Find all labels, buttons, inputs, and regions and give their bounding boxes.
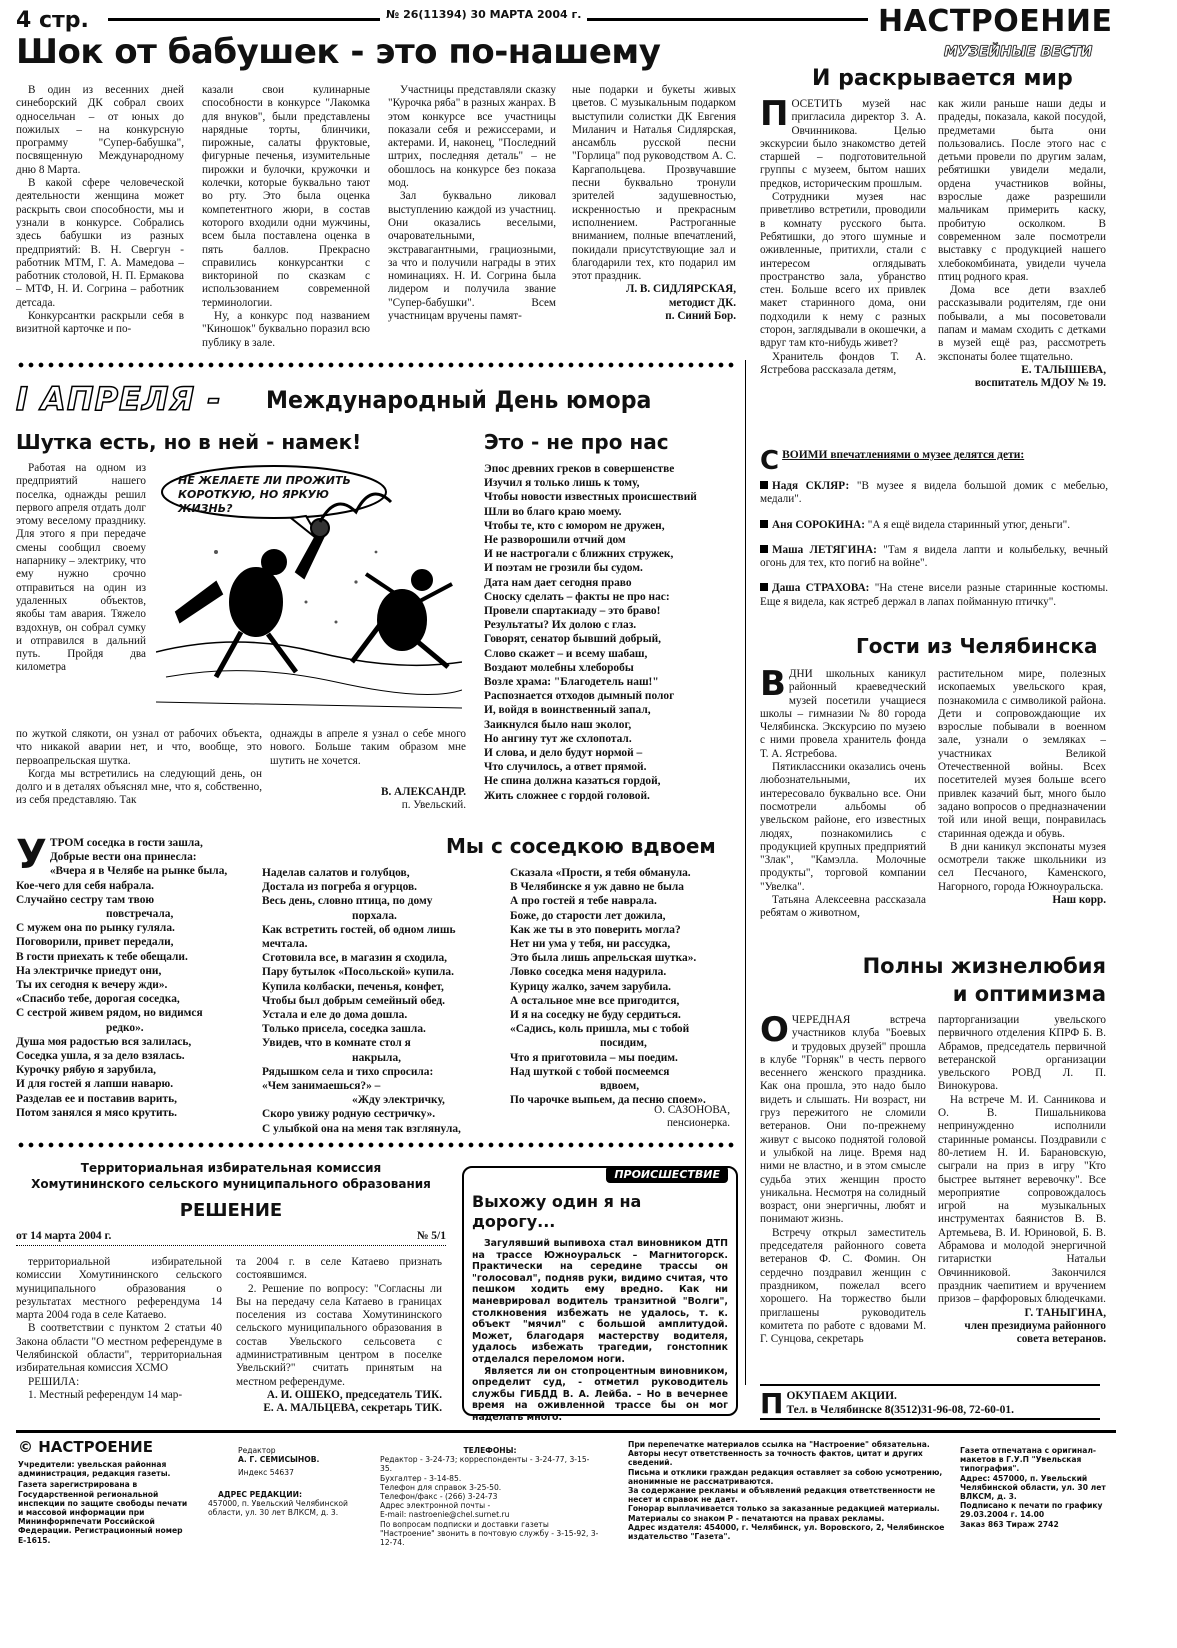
article-title	[862, 952, 1106, 1008]
article-column	[938, 98, 1106, 391]
speech-bubble-text: НЕ ЖЕЛАЕТЕ ЛИ ПРОЖИТЬ КОРОТКУЮ, НО ЯРКУЮ ЖИЗНЬ?	[178, 474, 351, 515]
article-title: Мы с соседкою вдвоем	[446, 834, 716, 858]
poem-line: Соседка ушла, я за дело взялась.	[16, 1050, 185, 1063]
poem-line: Чтобы те, кто с юмором не дружен,	[484, 519, 665, 532]
note-line: При перепечатке материалов ссылка на "Настроение" обязательна.	[628, 1440, 930, 1449]
paragraph: Конкурсантки раскрыли себя в визитной карточке и по-	[16, 310, 184, 336]
note-line: Материалы со знаком Р - печатаются на правах рекламы.	[628, 1513, 885, 1523]
poem-line: Изучил я только лишь к тому,	[484, 477, 640, 490]
author-role: член президиума районного совета ветеранов.	[964, 1319, 1106, 1346]
drop-cap: С	[760, 446, 780, 476]
decision-date: от 14 марта 2004 г.	[16, 1230, 115, 1242]
article-column	[760, 1010, 926, 1346]
poem-line: Разделав ее и поставив варить,	[16, 1092, 177, 1105]
print-line: Адрес: 457000, п. Увельский Челябинской области, ул. 30 лет ВЛКСМ, д. 3.	[960, 1473, 1106, 1502]
poem-line: «Чем занимаешься?» –	[262, 1080, 381, 1093]
editor-name: А. Г. СЕМИСЫНОВ.	[238, 1455, 320, 1465]
paragraph: ные подарки и букеты живых цветов. С музыкальным подарком выступили солистки ДК Евгения Миланич и Наталья Сидлярская, ансамбль русской песни "Горлица" под руководством А. С. Каргапольцева. Прозвучавшие песни буквально тронули зрителей задушевностью, искренностью и прекрасным исполнением. Растроганные вниманием, полные впечатлений, покидали присутствующие зал и благодарили тех, кто подарил им этот праздник.	[572, 84, 736, 283]
phone-line: Телефон для справок 3-25-50.	[380, 1482, 502, 1492]
paragraph: В соответствии с пунктом 2 статьи 40 Закона области "О местном референдуме в Челябинской области", территориальная избирательная комиссия ХСМО	[16, 1322, 222, 1375]
paragraph: как жили раньше наши деды и прадеды, показала, какой посудой, предметами быта они пользовались. После этого нас с детьми провели по другим залам, ребятишки увидели медали, ордена участников войны, взрослые даже разрешили мальчикам примерить каску, пробитую осколком. В современном зале посмотрели выставку с продукцией нашего хлебокомбината, увидели чучела птиц родного края.	[938, 98, 1106, 283]
poem-line: И я на соседку не буду сердиться.	[510, 1009, 681, 1022]
author-role: методист ДК.	[668, 296, 736, 309]
poem-line: Что случилось, а ответ прямой.	[484, 761, 647, 774]
ad-box	[760, 1384, 1100, 1420]
paragraph: по жуткой слякоти, он узнал от рабочих объекта, что никакой аварии нет, и что, вообще, это первоапрельская шутка.	[16, 728, 262, 767]
poem-line: Устала и еле до дома дошла.	[262, 1009, 408, 1022]
bullet-icon	[760, 583, 768, 591]
note-line: Адрес издателя: 454000, г. Челябинск, ул. Воровского, 2, Челябинское издательство "Газета".	[628, 1522, 945, 1542]
decision-dateline	[16, 1230, 446, 1246]
poem-line: посидим,	[600, 1037, 647, 1050]
incident-box	[462, 1166, 738, 1423]
poem-line: В Челябинске я уж давно не была	[510, 881, 684, 894]
drop-cap: В	[760, 664, 786, 704]
paragraph: та 2004 г. в селе Катаево признать состоявшимся.	[236, 1256, 442, 1282]
article-column	[270, 728, 466, 812]
poem-line: Сказала «Прости, я тебя обманула.	[510, 867, 691, 879]
phone-line: Адрес электронной почты -	[380, 1501, 491, 1511]
paragraph: 1. Местный референдум 14 мар-	[28, 1388, 183, 1401]
author-signature: Г. ТАНЫГИНА,	[1024, 1306, 1106, 1319]
poem-line: Но ангину тут же схлопотал.	[484, 732, 632, 745]
decision-number: № 5/1	[413, 1230, 446, 1242]
poem-column	[16, 832, 246, 1120]
article-column	[16, 1256, 222, 1402]
signature-block	[510, 1104, 730, 1131]
incident-rubric: ПРОИСШЕСТВИЕ	[606, 1166, 728, 1183]
article-column	[236, 1256, 442, 1416]
poem-line: Скоро увижу родную сестричку».	[262, 1108, 436, 1121]
poem-line: Над шуткой с тобой посмеемся	[510, 1065, 670, 1078]
poem-line: Это была лишь апрельская шутка».	[510, 952, 697, 965]
poem-line: «Вчера я в Челябе на рынке была,	[49, 865, 228, 878]
ad-phone: Тел. в Челябинске 8(3512)31-96-08, 72-60-01.	[786, 1404, 1015, 1416]
poem-line: Ты их сегодня к вечеру жди».	[16, 979, 168, 992]
masthead-rubric: МУЗЕЙНЫЕ ВЕСТИ	[944, 44, 1093, 60]
note-line: Письма и отклики граждан редакция оставляет за собою усмотрению, анонимные не рассматриваются.	[628, 1467, 943, 1486]
article-title: Шутка есть, но в ней - намек!	[16, 430, 362, 454]
poem-line: С сестрой живем рядом, но видимся	[16, 1007, 203, 1020]
author-signature: Е. ТАЛЫШЕВА,	[1021, 363, 1106, 376]
poem-line: Кое-чего для себя набрала.	[16, 879, 154, 892]
address-text: 457000, п. Увельский Челябинской области, ул. 30 лет ВЛКСМ, д. 3.	[208, 1498, 348, 1518]
poem-line: Слово скажет – и всему шабаш,	[484, 647, 648, 660]
drop-cap: П	[760, 94, 789, 134]
masthead-title: НАСТРОЕНИЕ	[878, 4, 1113, 39]
paragraph: растительном мире, полезных ископаемых увельского края, познакомила с символикой района. Дети и сопровождающие их взрослые побывали в военном зале, узнали о земляках – участниках Великой Отечественной войны. Всех посетителей музея больше всего привлек казачий быт, много было задано вопросов о предназначении той или иной вещи, понравилась старинная одежда и обувь.	[938, 668, 1106, 840]
paragraph: В один из весенних дней синеборский ДК собрал своих односельчан – от юных до пожилых – на конкурсную программу "Супер-бабушка", посвященную Международному дню 8 Марта.	[16, 84, 184, 176]
paragraph: однажды в апреле я узнал о себе много нового. Больше таким образом мне шутить не хочется.	[270, 728, 466, 767]
quote-item: Маша ЛЕТЯГИНА: "Там я видела лапти и колыбельку, вечный огонь для тех, кто погиб на войне".	[760, 543, 1109, 570]
paragraph: ЧЕРЕДНАЯ встреча участников клуба "Боевых и трудовых друзей" прошла в клубе "Горняк" в честь первого весеннего женского праздника. Как она прошла, это надо было видеть и слышать. Ни возраст, ни груз пережитого не сломили ветеранов. Они по-прежнему живут с высоко поднятой головой и улыбкой на лице. Время над ними не властно, и в этом смысле судьба этих женщин просто уникальна. Несмотря на солидный возраст, они энергичны, любят и понимают жизнь.	[760, 1014, 926, 1226]
poem-line: Достала из погреба я огурцов.	[262, 881, 417, 894]
poem-line: Дата нам дает сегодня право	[484, 576, 632, 589]
phone-line: Телефон/факс - (266) 3-24-73	[380, 1492, 498, 1502]
poem-line: Как встретить гостей, об одном лишь	[262, 923, 456, 936]
incident-title: Выхожу один я на дорогу...	[472, 1192, 642, 1231]
poem-line: Потом занялся я мясо крутить.	[16, 1106, 177, 1119]
author-role: воспитатель МДОУ № 19.	[974, 377, 1106, 390]
bullet-icon	[760, 545, 768, 553]
poem-line: «Спасибо тебе, дорогая соседка,	[16, 993, 180, 1006]
subscription-index: Индекс 54637	[238, 1468, 294, 1478]
phone-line: По вопросам подписки и доставки газеты "Настроение" звонить в почтовую службу - 3-15-92, 3-12-74.	[380, 1519, 599, 1548]
poem-line: ТРОМ соседка в гости зашла,	[49, 837, 203, 849]
author-signature: Наш корр.	[1052, 894, 1106, 907]
poem-line: порхала.	[352, 909, 397, 922]
author-signature: Е. А. МАЛЬЦЕВА, секретарь ТИК.	[263, 1402, 442, 1415]
footer-phones	[380, 1446, 600, 1547]
poem-line: мечтала.	[262, 938, 308, 951]
poem-line: На электричке приедут они,	[16, 964, 162, 977]
phones-label: ТЕЛЕФОНЫ:	[463, 1446, 517, 1455]
page-number: 4 стр.	[16, 8, 89, 33]
poem-line: И не настрогали с ближних стружек,	[484, 548, 674, 561]
phone-line: Бухгалтер - 3-14-85.	[380, 1473, 462, 1483]
footer-rule	[16, 1430, 1116, 1433]
footer-logo: © НАСТРОЕНИЕ	[18, 1438, 153, 1456]
author-signature: Л. В. СИДЛЯРСКАЯ,	[626, 283, 736, 296]
poem-line: Сноску сделать – факты не про нас:	[484, 590, 670, 603]
drop-cap: П	[760, 1387, 784, 1420]
section-divider	[16, 1142, 738, 1148]
author-place: п. Увельский.	[401, 799, 466, 812]
paragraph: Хранитель фондов Т. А. Ястребова рассказала детям,	[760, 350, 926, 376]
poem-line: А про гостей я тебе наврала.	[510, 895, 657, 908]
quote-item: Аня СОРОКИНА: "А я ещё видела старинный утюг, деньги".	[760, 519, 1108, 532]
poem-line: накрыла,	[352, 1051, 401, 1064]
poem-line: Душа моя радостью вся залилась,	[16, 1035, 192, 1048]
poem-line: Купила колбаски, печенья, конфет,	[262, 980, 444, 993]
poem-line: Наделав салатов и голубцов,	[262, 867, 410, 879]
poem-line: повстречала,	[106, 908, 174, 921]
author-signature: В. АЛЕКСАНДР.	[381, 785, 466, 798]
paragraph: Татьяна Алексеевна рассказала ребятам о животном,	[760, 894, 926, 920]
copyright-icon: ©	[18, 1438, 33, 1456]
impressions-box	[760, 448, 1108, 609]
decision-header	[16, 1160, 446, 1224]
poem-line: Чтобы был добрым семейный обед.	[262, 994, 446, 1007]
poem-line: Что я приготовила – мы поедим.	[510, 1051, 678, 1064]
poem-line: По чарочке выпьем, да песню споем».	[510, 1094, 706, 1107]
cartoon-image	[156, 462, 462, 724]
poem-line: Говорят, сенатор бывший добрый,	[484, 633, 662, 646]
quote-item: Даша СТРАХОВА: "На стене висели разные старинные костюмы. Еще я видела, как ястреб держал в лапах пойманную птичку".	[760, 582, 1109, 608]
article-title: И раскрывается мир	[812, 66, 1073, 91]
poem-line: Курочку рябую я зарубила,	[16, 1064, 156, 1077]
poem-line: Возле храма: "Благодетель наш!"	[484, 676, 659, 689]
paragraph: 2. Решение по вопросу: "Согласны ли Вы на передачу села Катаево в границах поселения из состава Хомутининского сельского муниципального образования в состав Увельского сельсовета с административным центром в поселке Увельский?" считать принятым на местном референдуме.	[236, 1282, 442, 1388]
article-column	[760, 94, 926, 377]
poem	[484, 462, 740, 803]
poem-line: В гости приехать к тебе обещали.	[16, 950, 188, 963]
decision-title: РЕШЕНИЕ	[179, 1200, 283, 1221]
paragraph: ДНИ школьных каникул районный краеведческий музей посетили учащиеся школы – гимназии № 80 города Челябинска. Экскурсию по музею с ними провела хранитель фонда Т. А. Ястребова.	[760, 668, 926, 760]
poem-line: И поэтам не грозили бы судом.	[484, 562, 643, 575]
author-role: пенсионерка.	[666, 1117, 730, 1130]
poem-line: С мужем она по рынку гуляла.	[16, 922, 175, 935]
paragraph: В какой сфере человеческой деятельности женщина может раскрыть свои способности, мы и узнали в конкурсе. Собрались здесь бабушки из разных предприятий: В. Н. Свергун - работник МТМ, Г. А. Мамедова – работник столовой, Н. П. Ермакова – МТФ, Н. И. Согрина – работник детсада.	[16, 177, 184, 309]
article-title: Шок от бабушек - это по-нашему	[16, 32, 661, 72]
poem-line: «Жду электричку,	[352, 1094, 445, 1107]
footer-editor	[208, 1446, 368, 1517]
article-column	[16, 728, 262, 808]
poem-line: Эпос древних греков в совершенстве	[484, 463, 675, 475]
poem-line: Нет ни ума у тебя, ни рассудка,	[510, 938, 671, 951]
quote-item: Надя СКЛЯР: "В музее я видела большой домик с мебелью, медали".	[760, 480, 1108, 506]
poem-line: Ловко соседка меня надурила.	[510, 966, 667, 979]
poem-line: Увидев, что в комнате стол я	[262, 1037, 411, 1050]
poem-line: Шли во благо краю моему.	[484, 505, 622, 518]
paragraph: Дома все дети взахлеб рассказывали родителям, где они побывали, а мы посоветовали папам и мамам сходить с детками в музей ещё раз, рассмотреть экспонаты более тщательно.	[938, 284, 1106, 363]
poem-column	[262, 866, 494, 1136]
paragraph: казали свои кулинарные способности в конкурсе "Лакомка для внуков", были представлены нарядные торты, блинчики, пирожные, салаты фруктовые, фигурные печенья, изумительные пирожки и булочки, кружочки и колечки, которые буквально тают во рту. Это была оценка компетентного жюри, в состав которого входили одни мужчины, всем была поставлена оценка в пять баллов. Прекрасно справились конкурсантки с викториной по сказкам с использованием современной терминологии.	[202, 84, 370, 309]
paragraph: На встрече М. И. Санникова и О. В. Пишальникова непринужденно исполнили старинные романсы. Поздравили с 80-летием Н. И. Барановскую, сыграли на приз в игру "Кто быстрее вытянет веревочку". Все мероприятие сопровождалось игрой на музыкальных инструментах баянистов В. В. Артемьева, В. И. Юриновой, Б. В. Абрамова и молодой энергичной гитаристки Натальи Овчинниковой. Закончился праздник чаепитием и вручением призов – фарфоровых блюдечками.	[938, 1093, 1106, 1306]
print-line: Газета отпечатана с оригинал-макетов в Г.У.П "Увельская типография".	[960, 1446, 1097, 1474]
footer-notes	[628, 1440, 948, 1541]
bullet-icon	[760, 520, 768, 528]
poem-line: Результаты? Их долою с глаз.	[484, 619, 637, 632]
author-place: п. Синий Бор.	[665, 310, 736, 323]
poem-line: Провели спартакиаду – это браво!	[484, 605, 661, 618]
poem-line: Сготовила все, в магазин я сходила,	[262, 952, 447, 965]
article-column	[202, 84, 370, 350]
banner-date: I АПРЕЛЯ -	[16, 380, 222, 418]
title-line: Полны жизнелюбия	[862, 954, 1106, 978]
poem-line: Пару бутылок «Посольской» купила.	[262, 966, 454, 979]
article-column	[938, 1014, 1106, 1346]
article-title: Это - не про нас	[484, 430, 669, 454]
paragraph: Участницы представляли сказку "Курочка ряба" в разных жанрах. В этом конкурсе все участницы показали себя и режиссерами, и актерами. И, наконец, "Последний штрих, последняя деталь" – не обошлось на конкурсе без показа мод.	[388, 84, 556, 190]
poem-line: И, войдя в воинственный запал,	[484, 704, 651, 717]
poem-line: Как же ты в это поверить могла?	[510, 923, 681, 936]
founders-text: Учредители: увельская районная администрация, редакция газеты.	[18, 1460, 171, 1479]
paragraph: РЕШИЛА:	[28, 1375, 80, 1388]
paragraph: Работая на одном из предприятий нашего поселка, однажды решил первого апреля отдать долг этому веселому празднику. Для этого я при передаче смены сообщил своему напарнику – электрику, что ему нужно срочно отправиться на один из удаленных объектов, якобы там авария. Тяжело вздохнув, он собрал сумку и отправился в дальний путь. Пройдя два километра	[16, 462, 146, 674]
poem-line: Поговорили, привет передали,	[16, 936, 174, 949]
phone-line: Редактор - 3-24-73; корреспонденты - 3-24-77, 3-15-35.	[380, 1455, 590, 1474]
note-line: За содержание рекламы и объявлений редакция ответственности не несет и справок не дает.	[628, 1486, 936, 1505]
poem-line: Не разворошили отчий дом	[484, 534, 626, 547]
note-line: Авторы несут ответственность за точность фактов, цитат и других сведений.	[628, 1449, 923, 1468]
paragraph: ОСЕТИТЬ музей нас пригласила директор З. А. Овчинникова. Целью экскурсии было знакомство детей старшей – подготовительной группы с музеем, бытом наших предков, историческим прошлым.	[760, 98, 926, 190]
article-column	[16, 84, 184, 337]
article-column	[572, 84, 736, 323]
banner-title: Международный День юмора	[266, 386, 652, 414]
poem-line: Распознается отходов дымный полог	[484, 690, 675, 703]
paragraph: Когда мы встретились на следующий день, он долго и в деталях объяснял мне, что я, собственно, из себя представляю. Так	[16, 767, 262, 807]
print-line: Заказ 863 Тираж 2742	[960, 1519, 1059, 1529]
footer-print	[960, 1446, 1110, 1529]
poem-line: Жить сложнее с гордой головой.	[484, 789, 650, 802]
section-divider	[16, 362, 738, 368]
org-line: Хомутининского сельского муниципального образования	[31, 1177, 431, 1191]
column-rule	[745, 360, 746, 1385]
note-line: Гонорар выплачивается только за заказанные редакцией материалы.	[628, 1504, 940, 1514]
poem-line: Курицу жалко, зачем зарубила.	[510, 980, 672, 993]
article-column	[16, 462, 146, 675]
poem-line: вдвоем,	[600, 1080, 640, 1093]
poem-line: «Садись, коль пришла, мы с тобой	[510, 1023, 690, 1036]
article-column	[760, 664, 926, 921]
paragraph: парторганизации увельского первичного отделения КПРФ Б. В. Абрамов, председатель первичной ветеранской организации увельского РОВД Л. П. Винокурова.	[938, 1014, 1106, 1093]
poem-line: Воздают молебны хлеборобы	[484, 661, 634, 674]
article-title: Гости из Челябинска	[856, 634, 1098, 658]
paragraph: В дни каникул экспонаты музея осмотрели также школьники из сел Песчаного, Каменского, Нагорного, города Южноуральска.	[938, 840, 1106, 893]
author-signature: О. САЗОНОВА,	[654, 1104, 730, 1116]
section-title: ВОИМИ впечатлениями о музее делятся дети:	[782, 449, 1025, 461]
paragraph: Встречу открыл заместитель председателя районного совета ветеранов Ф. С. Фомин. Он сердечно поздравил женщин с праздником, пожелал всего хорошего. На торжество были приглашены руководитель комитета по работе с вдовами М. Г. Сунцова, секретарь	[760, 1226, 926, 1346]
poem-line: Боже, до старости лет дожила,	[510, 909, 666, 922]
article-column	[938, 668, 1106, 907]
print-line: Подписано к печати по графику 29.03.2004 г. 14.00	[960, 1501, 1103, 1520]
poem-line: Весь день, словно птица, по дому	[262, 895, 433, 908]
org-line: Территориальная избирательная комиссия	[80, 1161, 382, 1175]
poem-line: И для гостей я лапши наварю.	[16, 1078, 174, 1091]
poem-line: Заикнулся было наш эколог,	[484, 718, 632, 731]
registration-text: Газета зарегистрирована в Государственной региональной инспекции по защите свободы печати и массовой информации при Мининформпечати Российской Федерации. Регистрационный номер Е-1615.	[18, 1480, 188, 1545]
poem-line: Только присела, соседка зашла.	[262, 1023, 426, 1036]
paragraph: Ну, а конкурс под названием "Киношок" буквально поразил всю публику в зале.	[202, 310, 370, 349]
paragraph: Загулявший выпивоха стал виновником ДТП на трассе Южноуральск – Магнитогорск. Практически на середине трассы он "голосовал", подняв руки, видимо считая, что пешком ходить ему вредно. Как ни маневрировал водитель транзитной "Волги", столкновения избежать не удалось, т. к. объект "мячил" с большой амплитудой. Может, благодаря мастерству водителя, удалось избежать трагедии, гонстопник отделался переломом ноги.	[472, 1238, 728, 1365]
phone-line: E-mail: nastroenie@chel.surnet.ru	[380, 1510, 510, 1520]
editor-label: Редактор	[238, 1446, 276, 1455]
poem-line: Чтобы новости известных происшествий	[484, 491, 697, 504]
title-line: и оптимизма	[952, 982, 1106, 1006]
paragraph: территориальной избирательной комиссии Хомутининского сельского муниципального образования о результатах местного референдума 14 марта 2004 года в селе Катаево.	[16, 1256, 222, 1322]
poem-line: Рядышком села и тихо спросила:	[262, 1065, 434, 1078]
drop-cap: О	[760, 1010, 789, 1050]
drop-cap: У	[16, 832, 47, 878]
poem-line: Случайно сестру там твою	[16, 893, 155, 906]
paragraph: Является ли он стопроцентным виновником, определит суд, - отметил руководитель службы ГИБДД В. А. Лейба. – Но в вечернее время на оживленной трассе бы он мог наделать много.	[472, 1365, 728, 1423]
poem-line: Не спина должна казаться гордой,	[484, 775, 661, 788]
paragraph: Сотрудники музея нас приветливо встретили, проводили в комнату русского быта. Ребятишки, до этого шумные и оживленные, притихли, стали с интересом оглядывать пространство зала, убранство стен. Больше всего их привлек макет старинного дома, они подходили к нему с разных сторон, заглядывали в окошечки, а вдруг там кто-нибудь живет?	[760, 191, 926, 350]
article-column	[388, 84, 556, 323]
footer-founders	[18, 1460, 188, 1545]
author-signature: А. И. ОШЕКО, председатель ТИК.	[266, 1388, 442, 1401]
poem-column	[510, 866, 740, 1107]
poem-line: Добрые вести она принесла:	[49, 851, 197, 864]
poem-line: И слова, и дело будут нормой –	[484, 747, 643, 760]
paragraph: Зал буквально ликовал выступлению каждой из участниц. Они оказались веселыми, очаровательными, экстравагантными, грациозными, за что и получили награды в этих номинациях. Н. И. Согрина была лидером и получила звание "Супер-бабушки". Всем участницам вручены памят-	[388, 190, 556, 323]
issue-info: № 26(11394) 30 МАРТА 2004 г.	[380, 8, 587, 21]
poem-line: А остальное мне все пригодится,	[510, 994, 680, 1007]
poem-line: С улыбкой она на меня так взглянула,	[262, 1122, 461, 1135]
paragraph: Пятиклассники оказались очень любознательными, их интересовало буквально все. Они посмотрели альбомы об увельском районе, его известных людях, познакомились с продукцией крупных предприятий "Злак", "Камэлла. Молочные продукты", торговой компании "Увелка".	[760, 761, 926, 893]
poem-line: редко».	[106, 1021, 144, 1034]
bullet-icon	[760, 481, 768, 489]
address-label: АДРЕС РЕДАКЦИИ:	[218, 1489, 303, 1499]
ad-title: ОКУПАЕМ АКЦИИ.	[786, 1390, 897, 1402]
